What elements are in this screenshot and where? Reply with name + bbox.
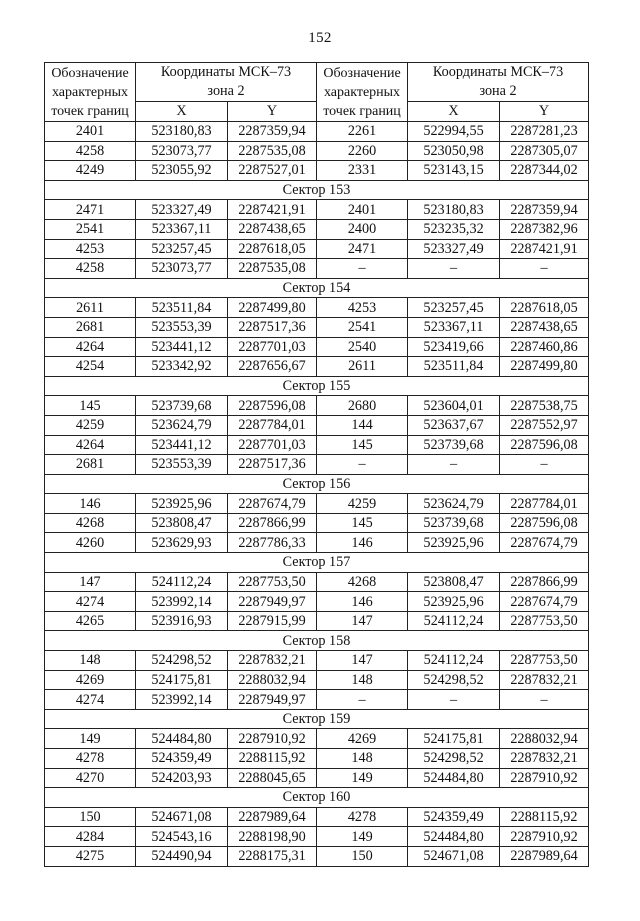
table-cell: 2288032,94 (228, 670, 317, 690)
table-cell: 149 (317, 768, 408, 788)
table-cell: – (317, 690, 408, 710)
table-cell: 4284 (45, 827, 136, 847)
table-cell: 4269 (45, 670, 136, 690)
sector-title: Сектор 157 (45, 553, 589, 573)
table-cell: 523637,67 (408, 415, 500, 435)
header-label-line: точек границ (323, 103, 401, 119)
table-cell: 2401 (317, 200, 408, 220)
table-cell: 150 (317, 846, 408, 866)
table-cell: 4258 (45, 259, 136, 279)
table-row (45, 729, 589, 749)
table-cell: 2287674,79 (228, 494, 317, 514)
table-row (45, 122, 589, 142)
table-cell: 2287538,75 (500, 396, 589, 416)
table-cell: – (408, 259, 500, 279)
table-cell: 2287989,64 (228, 807, 317, 827)
table-cell: 2287499,80 (500, 357, 589, 377)
table-row (45, 670, 589, 690)
sector-row (45, 631, 589, 651)
table-row (45, 690, 589, 710)
table-cell: 523235,32 (408, 219, 500, 239)
table-cell: 524484,80 (408, 827, 500, 847)
sector-row (45, 180, 589, 200)
table-cell: 2611 (45, 298, 136, 318)
table-cell: 2331 (317, 161, 408, 181)
table-cell: 2287552,97 (500, 415, 589, 435)
table-cell: 2287832,21 (500, 670, 589, 690)
table-cell: 522994,55 (408, 122, 500, 142)
table-cell: 2287753,50 (500, 651, 589, 671)
table-cell: 2287517,36 (228, 317, 317, 337)
table-cell: 523739,68 (408, 513, 500, 533)
table-cell: 2540 (317, 337, 408, 357)
table-cell: 2287949,97 (228, 592, 317, 612)
table-cell: 523055,92 (136, 161, 228, 181)
table-cell: 523511,84 (408, 357, 500, 377)
table-cell: – (408, 455, 500, 475)
table-cell: 524671,08 (408, 846, 500, 866)
sector-row (45, 376, 589, 396)
sector-row (45, 474, 589, 494)
table-cell: 2287784,01 (228, 415, 317, 435)
table-row (45, 611, 589, 631)
sector-title: Сектор 159 (45, 709, 589, 729)
table-cell: 4268 (45, 513, 136, 533)
table-cell: 523925,96 (408, 592, 500, 612)
table-cell: 2287359,94 (500, 200, 589, 220)
table-cell: 2287910,92 (500, 768, 589, 788)
sector-title: Сектор 153 (45, 180, 589, 200)
table-cell: 4249 (45, 161, 136, 181)
table-cell: 4274 (45, 690, 136, 710)
table-row (45, 827, 589, 847)
table-row (45, 592, 589, 612)
table-cell: 145 (45, 396, 136, 416)
table-cell: 2287753,50 (500, 611, 589, 631)
table-cell: 524490,94 (136, 846, 228, 866)
table-cell: 4253 (45, 239, 136, 259)
table-cell: 4254 (45, 357, 136, 377)
table-cell: 523624,79 (408, 494, 500, 514)
coords-title-line1: Координаты МСК–73 (432, 64, 564, 80)
table-cell: 4264 (45, 435, 136, 455)
table-cell: 4258 (45, 141, 136, 161)
coords-title-line2: зона 2 (479, 83, 517, 99)
table-cell: 523992,14 (136, 592, 228, 612)
table-cell: – (317, 455, 408, 475)
page-number: 152 (308, 30, 332, 46)
table-cell: 2471 (45, 200, 136, 220)
table-cell: 150 (45, 807, 136, 827)
table-cell: – (317, 259, 408, 279)
table-cell: 524298,52 (408, 670, 500, 690)
table-cell: 524298,52 (408, 749, 500, 769)
table-row (45, 141, 589, 161)
sector-row (45, 278, 589, 298)
table-cell: 2287618,05 (500, 298, 589, 318)
table-cell: 146 (317, 533, 408, 553)
table-cell: 523327,49 (408, 239, 500, 259)
table-cell: 2287915,99 (228, 611, 317, 631)
table-cell: 2287674,79 (500, 592, 589, 612)
table-body (45, 122, 589, 867)
table-cell: 524671,08 (136, 807, 228, 827)
table-cell: 146 (317, 592, 408, 612)
table-cell: 148 (317, 749, 408, 769)
table-cell: 2681 (45, 455, 136, 475)
coords-header-right (408, 63, 589, 102)
header-label-line: характерных (51, 84, 129, 100)
sector-title: Сектор 160 (45, 788, 589, 808)
table-cell: 523808,47 (408, 572, 500, 592)
table-cell: 524484,80 (136, 729, 228, 749)
table-row (45, 161, 589, 181)
table-cell: 2287674,79 (500, 533, 589, 553)
table-cell: 523916,93 (136, 611, 228, 631)
table-cell: 2287989,64 (500, 846, 589, 866)
table-cell: 523925,96 (136, 494, 228, 514)
table-cell: 523050,98 (408, 141, 500, 161)
table-cell: 523143,15 (408, 161, 500, 181)
table-cell: 2681 (45, 317, 136, 337)
table-cell: 2287421,91 (500, 239, 589, 259)
table-row (45, 219, 589, 239)
table-cell: 2260 (317, 141, 408, 161)
sector-title: Сектор 155 (45, 376, 589, 396)
table-cell: 2541 (45, 219, 136, 239)
header-label-line: характерных (323, 84, 401, 100)
table-row (45, 651, 589, 671)
table-cell: 147 (317, 651, 408, 671)
table-cell: 2287499,80 (228, 298, 317, 318)
sector-title: Сектор 154 (45, 278, 589, 298)
table-cell: 2288115,92 (500, 807, 589, 827)
table-cell: 2287421,91 (228, 200, 317, 220)
table-cell: 524112,24 (408, 651, 500, 671)
table-row (45, 357, 589, 377)
table-cell: 2287910,92 (228, 729, 317, 749)
table-row (45, 396, 589, 416)
sector-row (45, 709, 589, 729)
table-cell: 524359,49 (136, 749, 228, 769)
table-cell: 2288198,90 (228, 827, 317, 847)
table-cell: 523553,39 (136, 455, 228, 475)
table-cell: 2287382,96 (500, 219, 589, 239)
table-cell: 523257,45 (408, 298, 500, 318)
x-header: X (136, 102, 228, 122)
table-row (45, 768, 589, 788)
table-cell: 523739,68 (408, 435, 500, 455)
table-cell: 523624,79 (136, 415, 228, 435)
coords-title-line2: зона 2 (207, 83, 245, 99)
y-header: Y (228, 102, 317, 122)
sector-title: Сектор 158 (45, 631, 589, 651)
table-cell: 2287535,08 (228, 141, 317, 161)
sector-title: Сектор 156 (45, 474, 589, 494)
table-row (45, 435, 589, 455)
table-cell: 2287701,03 (228, 435, 317, 455)
table-cell: 523180,83 (408, 200, 500, 220)
table-cell: 524298,52 (136, 651, 228, 671)
table-cell: – (500, 455, 589, 475)
table-cell: 4275 (45, 846, 136, 866)
sector-row (45, 788, 589, 808)
table-cell: 4278 (45, 749, 136, 769)
table-cell: 2287866,99 (228, 513, 317, 533)
table-cell: 2287832,21 (228, 651, 317, 671)
y-header: Y (500, 102, 589, 122)
table-row (45, 513, 589, 533)
table-cell: – (408, 690, 500, 710)
table-cell: 2287596,08 (500, 435, 589, 455)
table-cell: – (500, 690, 589, 710)
table-cell: 4260 (45, 533, 136, 553)
table-cell: 2287656,67 (228, 357, 317, 377)
table-cell: 4268 (317, 572, 408, 592)
sector-row (45, 553, 589, 573)
table-cell: 2287596,08 (228, 396, 317, 416)
table-cell: 144 (317, 415, 408, 435)
table-row (45, 259, 589, 279)
table-cell: 2287910,92 (500, 827, 589, 847)
table-row (45, 200, 589, 220)
table-cell: 4259 (317, 494, 408, 514)
table-cell: 149 (317, 827, 408, 847)
header-label-line: Обозначение (51, 65, 129, 81)
table-row (45, 494, 589, 514)
table-cell: 146 (45, 494, 136, 514)
table-cell: 524359,49 (408, 807, 500, 827)
table-cell: 147 (45, 572, 136, 592)
table-cell: 523367,11 (136, 219, 228, 239)
table-row (45, 298, 589, 318)
point-label-header-right (317, 63, 408, 122)
table-cell: 2288115,92 (228, 749, 317, 769)
table-cell: 523992,14 (136, 690, 228, 710)
table-cell: 523073,77 (136, 259, 228, 279)
table-cell: 523441,12 (136, 337, 228, 357)
table-cell: 4265 (45, 611, 136, 631)
table-cell: 2287832,21 (500, 749, 589, 769)
table-cell: 2287866,99 (500, 572, 589, 592)
table-cell: 2287535,08 (228, 259, 317, 279)
table-cell: 2680 (317, 396, 408, 416)
table-cell: 147 (317, 611, 408, 631)
table-cell: 2471 (317, 239, 408, 259)
table-cell: 524543,16 (136, 827, 228, 847)
table-cell: 2287438,65 (228, 219, 317, 239)
table-cell: 4274 (45, 592, 136, 612)
table-cell: 2287596,08 (500, 513, 589, 533)
table-cell: 524203,93 (136, 768, 228, 788)
table-cell: 2287344,02 (500, 161, 589, 181)
table-cell: 523739,68 (136, 396, 228, 416)
table-cell: 2541 (317, 317, 408, 337)
table-cell: 148 (317, 670, 408, 690)
table-cell: 2288175,31 (228, 846, 317, 866)
table-cell: 524112,24 (136, 572, 228, 592)
table-cell: 2287517,36 (228, 455, 317, 475)
coords-header-left (136, 63, 317, 102)
table-cell: 4264 (45, 337, 136, 357)
table-cell: 523257,45 (136, 239, 228, 259)
table-cell: 4270 (45, 768, 136, 788)
table-cell: 2287281,23 (500, 122, 589, 142)
table-cell: 2287305,07 (500, 141, 589, 161)
header-label-line: Обозначение (323, 65, 401, 81)
table-row (45, 572, 589, 592)
table-row (45, 239, 589, 259)
table-cell: 524175,81 (408, 729, 500, 749)
table-cell: 4253 (317, 298, 408, 318)
table-cell: 2400 (317, 219, 408, 239)
table-cell: 2287784,01 (500, 494, 589, 514)
x-header: X (408, 102, 500, 122)
table-cell: 523604,01 (408, 396, 500, 416)
header-label-line: точек границ (51, 103, 129, 119)
table-row (45, 455, 589, 475)
table-cell: 2287753,50 (228, 572, 317, 592)
table-cell: 4259 (45, 415, 136, 435)
table-row (45, 415, 589, 435)
table-cell: 523629,93 (136, 533, 228, 553)
table-cell: 524484,80 (408, 768, 500, 788)
table-cell: 523511,84 (136, 298, 228, 318)
coords-title-line1: Координаты МСК–73 (160, 64, 292, 80)
table-cell: 2287618,05 (228, 239, 317, 259)
table-cell: 145 (317, 513, 408, 533)
table-cell: 523327,49 (136, 200, 228, 220)
table-row (45, 846, 589, 866)
table-cell: 2287701,03 (228, 337, 317, 357)
table-cell: 523073,77 (136, 141, 228, 161)
table-cell: 2287786,33 (228, 533, 317, 553)
table-cell: 2287527,01 (228, 161, 317, 181)
table-cell: 2287949,97 (228, 690, 317, 710)
table-cell: 524175,81 (136, 670, 228, 690)
table-cell: 2401 (45, 122, 136, 142)
coordinates-table (44, 62, 589, 867)
table-cell: 523925,96 (408, 533, 500, 553)
table-cell: 524112,24 (408, 611, 500, 631)
table-cell: – (500, 259, 589, 279)
table-cell: 523808,47 (136, 513, 228, 533)
table-row (45, 317, 589, 337)
table-cell: 2611 (317, 357, 408, 377)
table-cell: 4278 (317, 807, 408, 827)
table-cell: 523553,39 (136, 317, 228, 337)
table-cell: 523367,11 (408, 317, 500, 337)
table-cell: 2287460,86 (500, 337, 589, 357)
table-row (45, 533, 589, 553)
table-cell: 523419,66 (408, 337, 500, 357)
table-header (45, 63, 589, 122)
table-cell: 523342,92 (136, 357, 228, 377)
table-cell: 4269 (317, 729, 408, 749)
table-cell: 2261 (317, 122, 408, 142)
table-cell: 523180,83 (136, 122, 228, 142)
table-cell: 2287438,65 (500, 317, 589, 337)
table-cell: 145 (317, 435, 408, 455)
table-cell: 523441,12 (136, 435, 228, 455)
table-cell: 2288032,94 (500, 729, 589, 749)
table-cell: 148 (45, 651, 136, 671)
table-row (45, 749, 589, 769)
table-row (45, 337, 589, 357)
table-cell: 2288045,65 (228, 768, 317, 788)
table-cell: 2287359,94 (228, 122, 317, 142)
point-label-header-left (45, 63, 136, 122)
table-cell: 149 (45, 729, 136, 749)
table-row (45, 807, 589, 827)
